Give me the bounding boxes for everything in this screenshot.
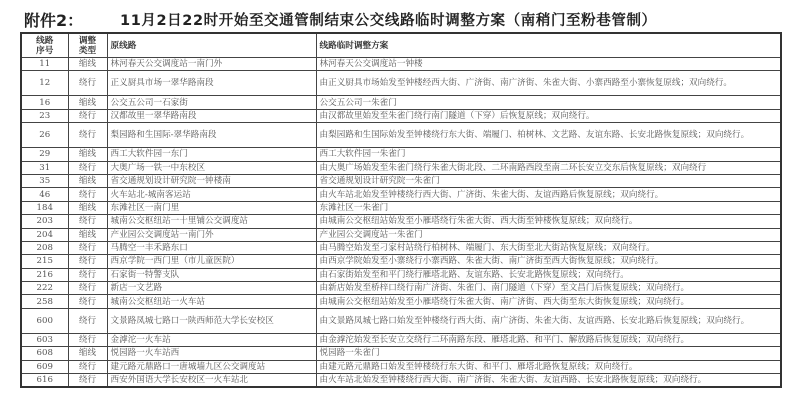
line-no-cell: 12 [21,71,68,96]
adjustment-plan-cell: 悦园路一朱雀门 [316,347,781,360]
adjustment-plan-cell: 公交五公司一朱雀门 [316,96,781,109]
adj-type-cell: 绕行 [68,241,107,254]
adjustment-plan-cell: 由石家街始发至和平门绕行雁塔北路、友谊东路、长安北路恢复原线；双向绕行。 [316,268,781,281]
table-row [21,374,781,388]
adjustment-plan-cell: 西工大软件园一朱雀门 [316,148,781,161]
route-adjustment-table [20,32,782,388]
line-no-cell: 11 [21,58,68,71]
table-row [21,71,781,96]
table-row [21,295,781,308]
adjustment-plan-cell: 由马腾空始发至刁家村站绕行柏树林、端履门、东大街至北大街站恢复原线；双向绕行。 [316,241,781,254]
adjustment-plan-cell: 由大奥广场始发至朱雀门绕行朱雀大街北段、二环南路西段至南二环长安立交东后恢复原线；双向绕行 [316,161,781,174]
table-row [21,308,781,333]
original-route-cell: 汉都故里一翠华路南段 [107,109,316,122]
adj-type-cell: 绕行 [68,282,107,295]
adjustment-plan-cell: 由西京学院始发至小寨绕行小寨西路、朱雀大街、南广济街至西大街恢复原线；双向绕行。 [316,255,781,268]
line-no-cell: 46 [21,188,68,201]
original-route-cell: 文景路凤城七路口一陕西师范大学长安校区 [107,308,316,333]
table-header-row [21,33,781,58]
adj-type-cell: 绕行 [68,109,107,122]
adj-type-cell: 缩线 [68,347,107,360]
line-no-cell: 215 [21,255,68,268]
line-no-cell: 29 [21,148,68,161]
original-route-cell: 金滹沱一火车站 [107,333,316,346]
table-row [21,215,781,228]
header-adj-type: 调整 类型 [68,33,107,58]
adj-type-cell: 绕行 [68,308,107,333]
original-route-cell: 火车站北-城南客运站 [107,188,316,201]
adjustment-plan-cell: 省交通规划设计研究院一朱雀门 [316,174,781,187]
table-row [21,161,781,174]
original-route-cell: 梨园路和生国际-翠华路南段 [107,123,316,148]
adj-type-cell: 缩线 [68,174,107,187]
adj-type-cell: 缩线 [68,228,107,241]
line-no-cell: 184 [21,201,68,214]
adjustment-plan-cell: 由城南公交枢纽站始发至小雁塔绕行朱雀大街、南广济街、西大街至东大街恢复原线；双向绕行。 [316,295,781,308]
line-no-cell: 216 [21,268,68,281]
adjustment-plan-cell: 由汉都故里始发至朱雀门绕行南门隧道（下穿）后恢复原线；双向绕行。 [316,109,781,122]
document-heading [22,6,792,30]
header-line-no: 线路 序号 [21,33,68,58]
table-row [21,109,781,122]
line-no-cell: 600 [21,308,68,333]
header-adjustment-plan: 线路临时调整方案 [316,33,781,58]
adjustment-plan-cell: 由城南公交枢纽站始发至小雁塔绕行朱雀大街、西大街至钟楼恢复原线；双向绕行。 [316,215,781,228]
table-row [21,347,781,360]
table-row [21,228,781,241]
line-no-cell: 222 [21,282,68,295]
adjustment-plan-cell: 由正义厨具市场始发至钟楼经西大街、广济街、南广济街、朱雀大街、小寨西路至小寨恢复原线；双向绕行。 [316,71,781,96]
line-no-cell: 208 [21,241,68,254]
original-route-cell: 林河春天公交调度站一南门外 [107,58,316,71]
adjustment-plan-cell: 由文景路凤城七路口始发至钟楼绕行西大街、南广济街、朱雀大街、友谊西路、长安北路后恢复原线；双向绕行。 [316,308,781,333]
table-row [21,201,781,214]
adj-type-cell: 绕行 [68,188,107,201]
adj-type-cell: 缩线 [68,148,107,161]
table-row [21,255,781,268]
adjustment-plan-cell: 由火车站北始发至钟楼绕行西大街、广济街、朱雀大街、友谊西路后恢复原线；双向绕行。 [316,188,781,201]
original-route-cell: 省交通规划设计研究院一钟楼南 [107,174,316,187]
original-route-cell: 城南公交枢纽站一十里铺公交调度站 [107,215,316,228]
adj-type-cell: 绕行 [68,215,107,228]
document-title: 11月2日22时开始至交通管制结束公交线路临时调整方案（南稍门至粉巷管制） [120,13,657,29]
line-no-cell: 23 [21,109,68,122]
line-no-cell: 258 [21,295,68,308]
original-route-cell: 西工大软件园一东门 [107,148,316,161]
line-no-cell: 204 [21,228,68,241]
line-no-cell: 203 [21,215,68,228]
adj-type-cell: 绕行 [68,161,107,174]
original-route-cell: 正义厨具市场一翠华路南段 [107,71,316,96]
original-route-cell: 石家街一特警支队 [107,268,316,281]
table-row [21,148,781,161]
adj-type-cell: 缩线 [68,96,107,109]
adjustment-plan-cell: 由金滹沱始发至长安立交绕行二环南路东段、雁塔北路、和平门、解放路后恢复原线；双向绕行。 [316,333,781,346]
line-no-cell: 609 [21,360,68,373]
attachment-label: 附件2： [24,11,84,30]
adj-type-cell: 绕行 [68,295,107,308]
table-row [21,241,781,254]
table-row [21,333,781,346]
adj-type-cell: 绕行 [68,333,107,346]
adjustment-plan-cell: 由新店始发至桥梓口绕行南广济街、朱雀门、南门隧道（下穿）至文昌门后恢复原线；双向绕行。 [316,282,781,295]
original-route-cell: 公交五公司一石家街 [107,96,316,109]
adj-type-cell: 缩线 [68,201,107,214]
adjustment-plan-cell: 产业园公交调度站一朱雀门 [316,228,781,241]
adjustment-plan-cell: 由火车站北始发至钟楼绕行西大街、南广济街、朱雀大街、友谊西路、长安北路恢复原线；双向绕行。 [316,374,781,388]
original-route-cell: 马腾空一丰禾路东口 [107,241,316,254]
adj-type-cell: 绕行 [68,123,107,148]
original-route-cell: 西京学院一西门里（市儿童医院） [107,255,316,268]
adjustment-plan-cell: 林河春天公交调度站一钟楼 [316,58,781,71]
table-row [21,360,781,373]
original-route-cell: 悦园路一火车站西 [107,347,316,360]
original-route-cell: 城南公交枢纽站一火车站 [107,295,316,308]
table-row [21,96,781,109]
adjustment-plan-cell: 由梨园路和生国际始发至钟楼绕行东大街、端履门、柏树林、文艺路、友谊东路、长安北路恢复原线；双向绕行。 [316,123,781,148]
line-no-cell: 35 [21,174,68,187]
original-route-cell: 东滩社区一南门里 [107,201,316,214]
original-route-cell: 西安外国语大学长安校区一火车站北 [107,374,316,388]
line-no-cell: 603 [21,333,68,346]
adjustment-plan-cell: 东滩社区一朱雀门 [316,201,781,214]
original-route-cell: 新店一文艺路 [107,282,316,295]
adj-type-cell: 绕行 [68,374,107,388]
line-no-cell: 616 [21,374,68,388]
table-row [21,123,781,148]
line-no-cell: 16 [21,96,68,109]
line-no-cell: 31 [21,161,68,174]
adj-type-cell: 绕行 [68,71,107,96]
table-row [21,58,781,71]
adj-type-cell: 绕行 [68,360,107,373]
table-row [21,282,781,295]
line-no-cell: 608 [21,347,68,360]
original-route-cell: 建元路元鼎路口一唐城墙九区公交调度站 [107,360,316,373]
adj-type-cell: 缩线 [68,58,107,71]
original-route-cell: 产业园公交调度站一南门外 [107,228,316,241]
header-original-route: 原线路 [107,33,316,58]
table-row [21,188,781,201]
adjustment-plan-cell: 由建元路元鼎路口始发至钟楼绕行东大街、和平门、雁塔北路恢复原线；双向绕行。 [316,360,781,373]
original-route-cell: 大奥广场一铁一中东校区 [107,161,316,174]
table-row [21,268,781,281]
adj-type-cell: 绕行 [68,268,107,281]
adj-type-cell: 绕行 [68,255,107,268]
table-row [21,174,781,187]
line-no-cell: 26 [21,123,68,148]
